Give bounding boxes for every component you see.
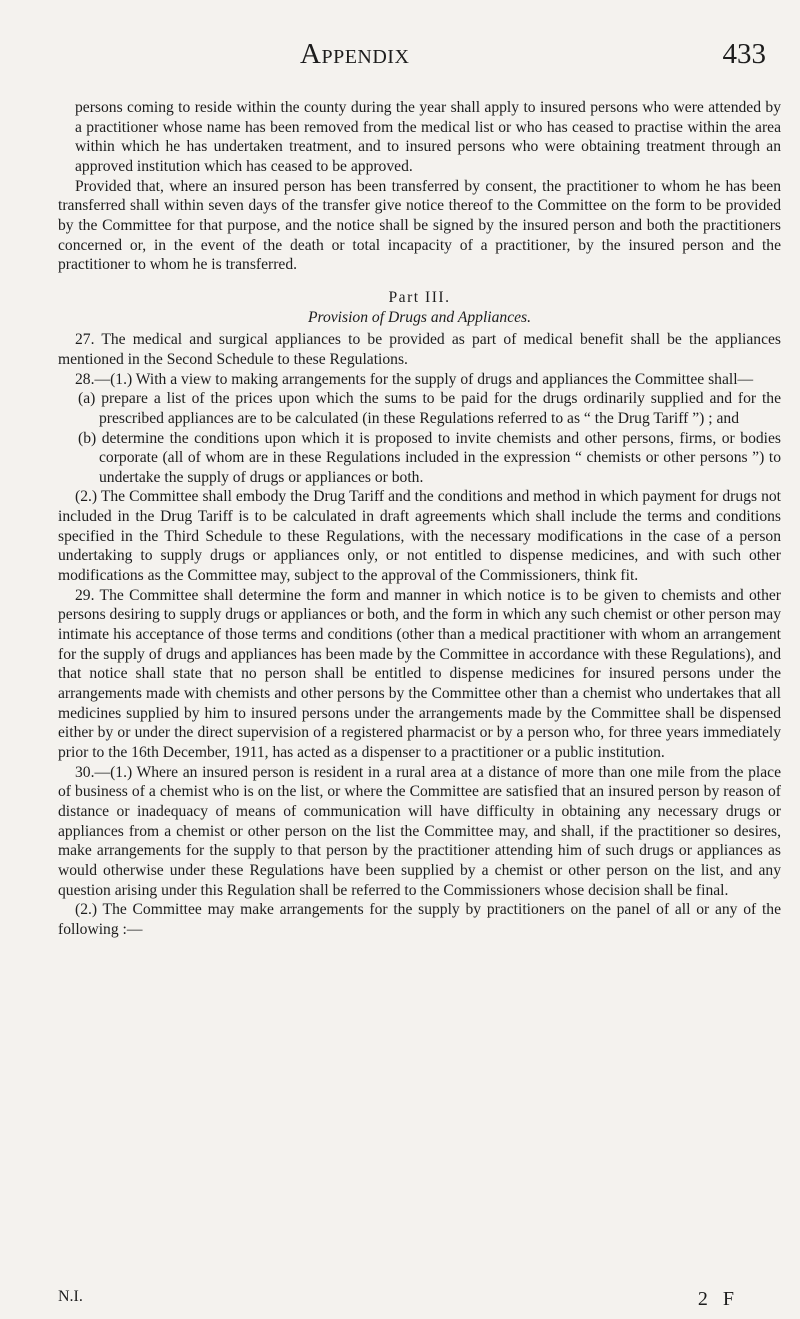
paragraph-proviso: Provided that, where an insured person has been transferred by consent, the practitioner to whom he has been transferred shall within seven days of the transfer give notice thereof to the Committee on the form to be provided by the Committee for that purpose, and the notice shall be signed by the insured person and both the practitioners concerned or, in the event of the death or total incapacity of a practitioner, by the insured person and the practitioner to whom he is transferred. — [58, 177, 781, 274]
running-title: Appendix — [300, 38, 410, 70]
part-subheading: Provision of Drugs and Appliances. — [307, 308, 532, 326]
running-head — [0, 38, 800, 78]
signature-mark: N.I. — [58, 1288, 83, 1305]
section-30-2: (2.) The Committee may make arrangements for the supply by practitioners on the panel of all or any of the following :— — [58, 901, 781, 938]
section-28-1-a: (a) prepare a list of the prices upon which the sums to be paid for the drugs ordinarily supplied and for the prescribed appliances are to be calculated (in these Regulations referred to as “ the Drug Tariff ”) ; and — [78, 390, 781, 427]
section-29: 29. The Committee shall determine the form and manner in which notice is to be given to chemists and other persons desiring to supply drugs or appliances or both, and the form in which any such chemist or other person may intimate his acceptance of those terms and conditions (other than a medical practitioner with whom an arrangement for the supply of drugs and appliances has been made by the Committee in accordance with these Regulations), and that notice shall state that no person shall be entitled to dispense medicines for insured persons under the arrangements made with chemists and other persons by the Committee other than a chemist who undertakes that all medicines supplied by him to insured persons under the arrangements made by the Committee shall be dispensed either by or under the direct supervision of a registered pharmacist or by a person who, for three years immediately prior to the 16th December, 1911, has acted as a dispenser to a practitioner or a public institution. — [58, 586, 781, 761]
part-heading: Part III. — [388, 288, 451, 306]
body-text — [58, 98, 781, 940]
section-27: 27. The medical and surgical appliances to be provided as part of medical benefit shall be the appliances mentioned in the Second Schedule to these Regulations. — [58, 331, 781, 368]
sheet-signature: 2 F — [697, 1288, 739, 1310]
page-number: 433 — [722, 38, 766, 70]
paragraph-continuation: persons coming to reside within the county during the year shall apply to insured persons who were attended by a practitioner whose name has been removed from the medical list or who has ceased to practise within the area within which he has undertaken treatment, and to insured persons who were obtaining treatment through an approved institution which has ceased to be approved. — [75, 99, 781, 175]
page-footer — [58, 1288, 781, 1314]
section-28-1: 28.—(1.) With a view to making arrangements for the supply of drugs and appliances the Committee shall— — [75, 370, 754, 388]
section-30-1: 30.—(1.) Where an insured person is resident in a rural area at a distance of more than one mile from the place of business of a chemist who is on the list, or where the Committee are satisfied that an insured person by reason of distance or inadequacy of means of communication will have difficulty in obtaining any necessary drugs or appliances from a chemist or other person on the list the Committee may, and shall, if the practitioner so desires, make arrangements for the supply to that person by the practitioner attending him of such drugs or appliances as would otherwise under these Regulations have been supplied by a chemist or other person on the list, and any question arising under this Regulation shall be referred to the Commissioners whose decision shall be final. — [58, 763, 781, 899]
section-28-1-b: (b) determine the conditions upon which it is proposed to invite chemists and other persons, firms, or bodies corporate (all of whom are in these Regulations included in the expression “ chemists or other persons ”) to undertake the supply of drugs or appliances or both. — [78, 429, 781, 486]
section-28-2: (2.) The Committee shall embody the Drug Tariff and the conditions and method in which payment for drugs not included in the Drug Tariff is to be calculated in draft agreements which shall include the terms and conditions specified in the Third Schedule to these Regulations, with the necessary modifications in the case of a person undertaking to supply drugs or appliances only, or not entitled to dispense medicines, and with such other modifications as the Committee may, subject to the approval of the Commissioners, think fit. — [58, 488, 781, 585]
